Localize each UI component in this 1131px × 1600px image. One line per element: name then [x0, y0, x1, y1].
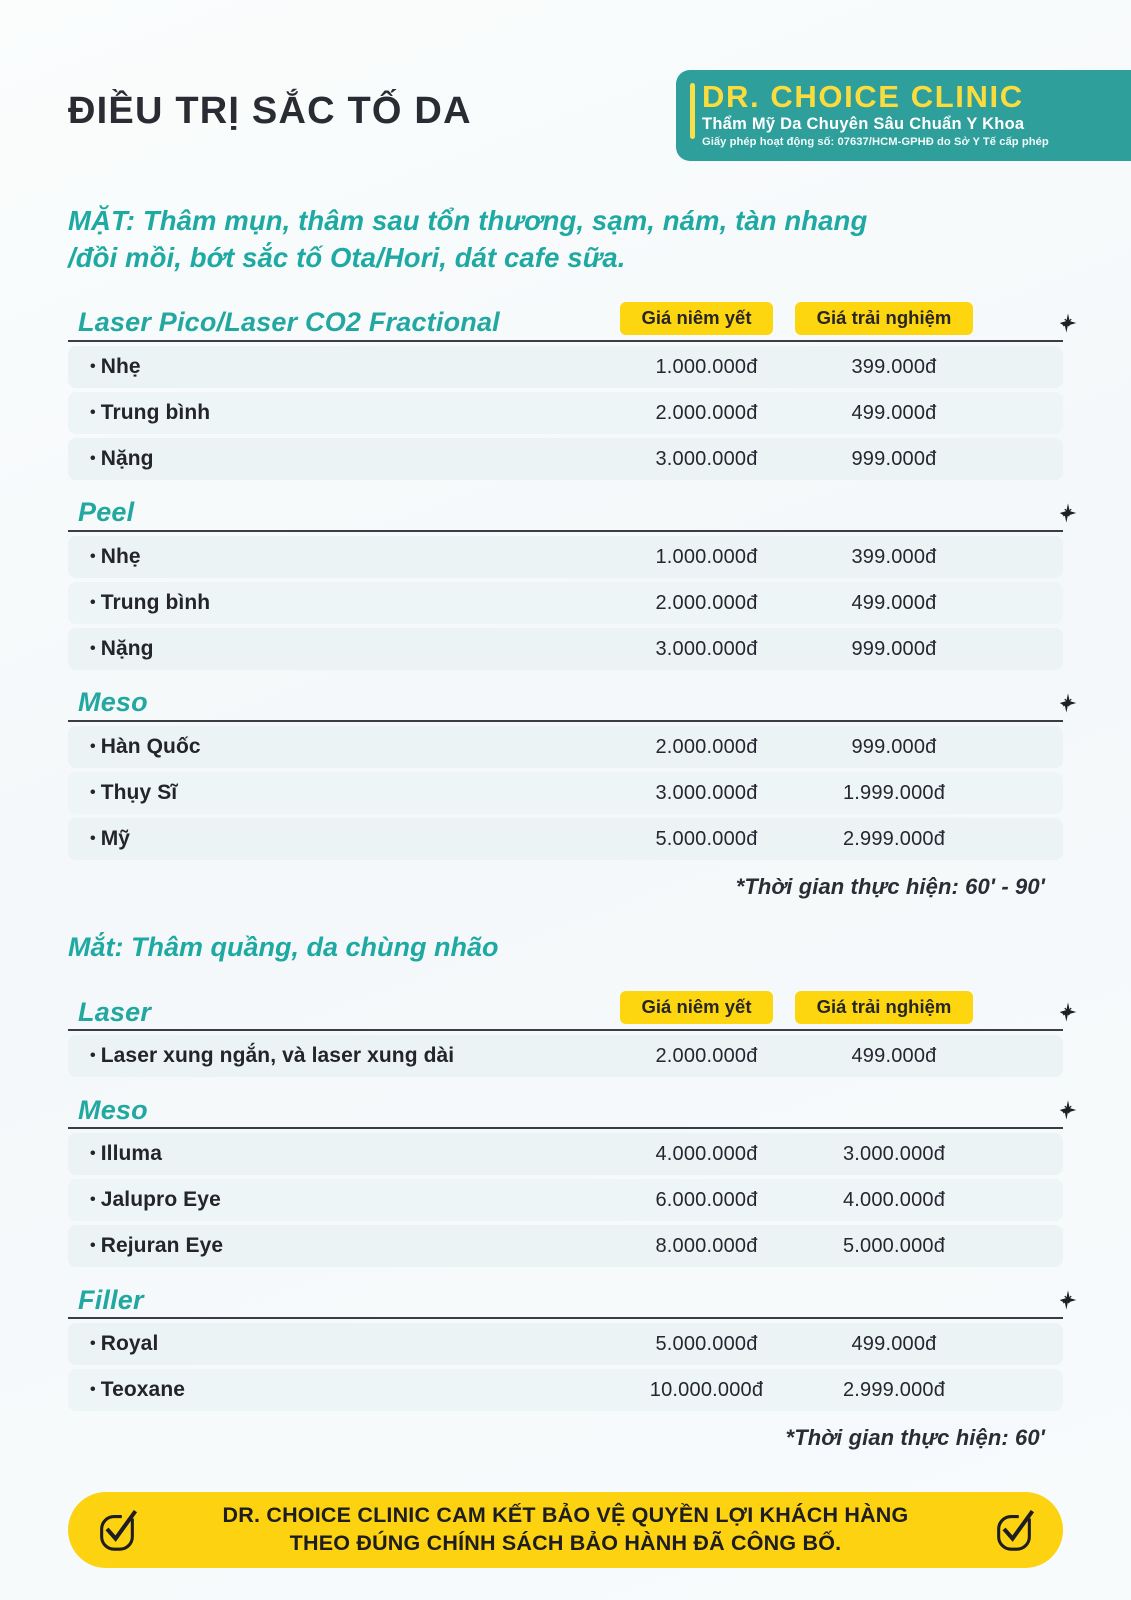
duration-note-eye: *Thời gian thực hiện: 60'	[785, 1425, 1045, 1451]
row-listed-price: 1.000.000đ	[655, 355, 758, 378]
table-row	[68, 392, 1063, 434]
commitment-line-2: THEO ĐÚNG CHÍNH SÁCH BẢO HÀNH ĐÃ CÔNG BỐ.	[289, 1531, 842, 1555]
price-table-face	[68, 290, 1063, 860]
group-title: Laser Pico/Laser CO2 Fractional	[78, 307, 500, 338]
row-label-text: Mỹ	[100, 827, 131, 851]
bullet-icon: •	[90, 358, 96, 376]
four-point-star-icon	[1057, 1099, 1079, 1121]
row-experience-price: 499.000đ	[851, 401, 937, 424]
four-point-star-icon	[1057, 692, 1079, 714]
row-listed-price: 3.000.000đ	[655, 637, 758, 660]
row-label-text: Nặng	[100, 637, 154, 661]
row-label	[90, 637, 630, 661]
four-point-star-icon	[1057, 1289, 1079, 1311]
bullet-icon: •	[90, 1145, 96, 1163]
row-label	[90, 1142, 630, 1166]
row-listed-price: 1.000.000đ	[655, 545, 758, 568]
row-experience-price: 4.000.000đ	[842, 1188, 946, 1211]
bullet-icon: •	[90, 548, 96, 566]
group-header-laser-eye	[68, 979, 1063, 1031]
row-label-text: Jalupro Eye	[100, 1188, 221, 1212]
group-title: Meso	[78, 687, 148, 718]
section-intro-face	[68, 203, 1063, 276]
row-label	[90, 1378, 630, 1402]
row-experience-price: 2.999.000đ	[842, 1378, 946, 1401]
page-header	[0, 0, 1131, 175]
row-label	[90, 827, 630, 851]
row-label-text: Illuma	[100, 1142, 162, 1166]
row-label-text: Nhẹ	[100, 355, 141, 379]
table-row	[68, 628, 1063, 670]
four-point-star-icon	[1057, 502, 1079, 524]
group-title: Filler	[78, 1284, 144, 1315]
check-circle-icon	[991, 1507, 1037, 1553]
logo-accent-bar-icon	[690, 83, 695, 139]
column-header-experience-price: Giá trải nghiệm	[795, 991, 973, 1025]
group-title: Meso	[78, 1094, 148, 1125]
row-listed-price: 2.000.000đ	[655, 1044, 758, 1067]
table-row	[68, 1133, 1063, 1175]
row-experience-price: 999.000đ	[851, 735, 937, 758]
group-header-peel	[68, 480, 1063, 532]
row-listed-price: 4.000.000đ	[655, 1142, 758, 1165]
price-table-eye	[68, 979, 1063, 1411]
row-label	[90, 1332, 630, 1356]
group-header-laser-pico	[68, 290, 1063, 342]
row-label	[90, 781, 630, 805]
bullet-icon: •	[90, 404, 96, 422]
row-listed-price: 2.000.000đ	[655, 735, 758, 758]
row-experience-price: 999.000đ	[851, 637, 937, 660]
row-label	[90, 1234, 630, 1258]
duration-note-face: *Thời gian thực hiện: 60' - 90'	[735, 874, 1045, 900]
row-label-text: Thụy Sĩ	[100, 781, 178, 805]
row-label-text: Nhẹ	[100, 545, 141, 569]
row-label	[90, 545, 630, 569]
four-point-star-icon	[1057, 312, 1079, 334]
row-label-text: Nặng	[100, 447, 154, 471]
clinic-logo-badge	[676, 70, 1131, 161]
bullet-icon: •	[90, 1191, 96, 1209]
table-row	[68, 346, 1063, 388]
group-header-meso-face	[68, 670, 1063, 722]
clinic-name: DR. CHOICE CLINIC	[702, 79, 1024, 114]
table-row	[68, 1323, 1063, 1365]
row-experience-price: 2.999.000đ	[842, 827, 946, 850]
commitment-text	[176, 1502, 955, 1558]
row-label-text: Teoxane	[100, 1378, 186, 1402]
row-experience-price: 3.000.000đ	[842, 1142, 946, 1165]
row-label	[90, 401, 630, 425]
bullet-icon: •	[90, 784, 96, 802]
group-title: Peel	[78, 497, 135, 528]
row-listed-price: 3.000.000đ	[655, 447, 758, 470]
section-intro-eye-line1: Mắt: Thâm quầng, da chùng nhão	[68, 932, 499, 963]
commitment-line-1: DR. CHOICE CLINIC CAM KẾT BẢO VỆ QUYỀN LỢI KHÁCH HÀNG	[222, 1503, 909, 1528]
row-label-text: Royal	[100, 1332, 159, 1356]
row-label	[90, 355, 630, 379]
bullet-icon: •	[90, 1335, 96, 1353]
row-listed-price: 5.000.000đ	[655, 1332, 758, 1355]
bullet-icon: •	[90, 830, 96, 848]
row-experience-price: 499.000đ	[851, 1044, 937, 1067]
table-row	[68, 1179, 1063, 1221]
table-row	[68, 582, 1063, 624]
row-listed-price: 3.000.000đ	[655, 781, 758, 804]
row-listed-price: 6.000.000đ	[655, 1188, 758, 1211]
row-listed-price: 2.000.000đ	[655, 401, 758, 424]
row-label	[90, 1188, 630, 1212]
table-row	[68, 772, 1063, 814]
table-row	[68, 1225, 1063, 1267]
section-intro-face-line2: /đồi mồi, bớt sắc tố Ota/Hori, dát cafe sữa.	[68, 241, 626, 273]
row-experience-price: 499.000đ	[851, 591, 937, 614]
row-experience-price: 399.000đ	[851, 545, 937, 568]
row-label-text: Hàn Quốc	[100, 735, 201, 759]
table-row	[68, 438, 1063, 480]
bullet-icon: •	[90, 1047, 96, 1065]
row-listed-price: 2.000.000đ	[655, 591, 758, 614]
page-title: ĐIỀU TRỊ SẮC TỐ DA	[68, 90, 472, 132]
row-label	[90, 447, 630, 471]
section-intro-face-line1: MẶT: Thâm mụn, thâm sau tổn thương, sạm, nám, tàn nhang	[68, 205, 868, 236]
bullet-icon: •	[90, 738, 96, 756]
row-experience-price: 5.000.000đ	[842, 1234, 946, 1257]
table-row	[68, 1035, 1063, 1077]
row-experience-price: 999.000đ	[851, 447, 937, 470]
row-label	[90, 1044, 630, 1068]
row-listed-price: 8.000.000đ	[655, 1234, 758, 1257]
table-row	[68, 1369, 1063, 1411]
clinic-license-text: Giấy phép hoạt động số: 07637/HCM-GPHĐ do Sở Y Tế cấp phép	[702, 135, 1049, 148]
group-title: Laser	[78, 996, 152, 1027]
column-header-experience-price: Giá trải nghiệm	[795, 302, 973, 336]
row-label	[90, 735, 630, 759]
row-experience-price: 1.999.000đ	[842, 781, 946, 804]
table-row	[68, 536, 1063, 578]
row-label-text: Laser xung ngắn, và laser xung dài	[100, 1044, 455, 1068]
commitment-banner	[68, 1492, 1063, 1568]
row-experience-price: 399.000đ	[851, 355, 937, 378]
row-label-text: Trung bình	[100, 401, 211, 425]
group-header-filler	[68, 1267, 1063, 1319]
four-point-star-icon	[1057, 1001, 1079, 1023]
row-listed-price: 5.000.000đ	[655, 827, 758, 850]
bullet-icon: •	[90, 594, 96, 612]
row-label-text: Rejuran Eye	[100, 1234, 224, 1258]
row-listed-price: 10.000.000đ	[649, 1378, 764, 1401]
column-header-listed-price: Giá niêm yết	[620, 991, 773, 1025]
clinic-tagline: Thẩm Mỹ Da Chuyên Sâu Chuẩn Y Khoa	[702, 114, 1025, 133]
table-row	[68, 726, 1063, 768]
row-label-text: Trung bình	[100, 591, 211, 615]
section-intro-eye	[68, 930, 1063, 965]
check-circle-icon	[94, 1507, 140, 1553]
bullet-icon: •	[90, 1237, 96, 1255]
table-row	[68, 818, 1063, 860]
bullet-icon: •	[90, 640, 96, 658]
row-experience-price: 499.000đ	[851, 1332, 937, 1355]
bullet-icon: •	[90, 450, 96, 468]
column-header-listed-price: Giá niêm yết	[620, 302, 773, 336]
row-label	[90, 591, 630, 615]
group-header-meso-eye	[68, 1077, 1063, 1129]
bullet-icon: •	[90, 1381, 96, 1399]
